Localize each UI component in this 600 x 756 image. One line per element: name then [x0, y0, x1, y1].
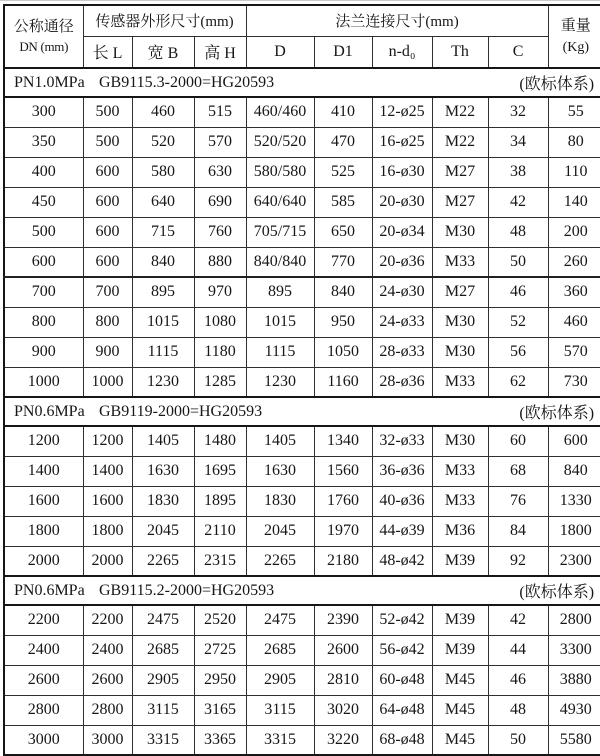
cell-height-h: 1180 — [194, 337, 246, 367]
cell-length-l: 1800 — [83, 516, 132, 546]
cell-c: 48 — [488, 695, 548, 725]
cell-length-l: 900 — [83, 337, 132, 367]
cell-d1: 1560 — [314, 456, 372, 486]
cell-dn: 1800 — [4, 516, 83, 546]
cell-d1: 410 — [314, 97, 372, 127]
cell-dn: 900 — [4, 337, 83, 367]
cell-n-d0: 56-ø42 — [372, 635, 432, 665]
cell-d: 2265 — [246, 546, 314, 576]
cell-th: M33 — [432, 456, 488, 486]
cell-d: 3315 — [246, 725, 314, 755]
table-row — [4, 187, 600, 217]
cell-weight: 55 — [548, 97, 600, 127]
subheader-length-l: 长 L — [83, 36, 132, 68]
cell-d: 1230 — [246, 367, 314, 397]
cell-length-l: 600 — [83, 217, 132, 247]
table-row — [4, 247, 600, 277]
cell-c: 42 — [488, 605, 548, 635]
cell-n-d0: 40-ø36 — [372, 486, 432, 516]
dimension-spec-table — [3, 4, 600, 756]
section-system-note: (欧标体系) — [519, 584, 595, 601]
cell-d: 520/520 — [246, 127, 314, 157]
cell-c: 56 — [488, 337, 548, 367]
cell-weight: 110 — [548, 157, 600, 187]
cell-c: 84 — [488, 516, 548, 546]
cell-length-l: 2600 — [83, 665, 132, 695]
cell-th: M30 — [432, 426, 488, 456]
subheader-n-d0: n-d₀ — [372, 36, 432, 68]
cell-n-d0: 52-ø42 — [372, 605, 432, 635]
subheader-d1: D1 — [314, 36, 372, 68]
table-row — [4, 546, 600, 576]
cell-height-h: 690 — [194, 187, 246, 217]
section-standard-code: GB9115.3-2000=HG20593 — [99, 73, 275, 91]
cell-th: M27 — [432, 157, 488, 187]
cell-length-l: 500 — [83, 97, 132, 127]
section-header-cell — [4, 397, 600, 426]
cell-th: M45 — [432, 725, 488, 755]
cell-height-h: 3165 — [194, 695, 246, 725]
cell-length-l: 2400 — [83, 635, 132, 665]
cell-width-b: 2045 — [132, 516, 194, 546]
cell-n-d0: 24-ø30 — [372, 277, 432, 307]
subheader-height-h: 高 H — [194, 36, 246, 68]
cell-th: M30 — [432, 307, 488, 337]
cell-n-d0: 24-ø33 — [372, 307, 432, 337]
cell-weight: 200 — [548, 217, 600, 247]
table-row — [4, 486, 600, 516]
header-nominal-diameter-unit: DN (mm) — [19, 39, 69, 55]
cell-weight: 600 — [548, 426, 600, 456]
cell-weight: 4930 — [548, 695, 600, 725]
cell-weight: 3880 — [548, 665, 600, 695]
cell-width-b: 580 — [132, 157, 194, 187]
cell-width-b: 2905 — [132, 665, 194, 695]
cell-c: 34 — [488, 127, 548, 157]
cell-n-d0: 12-ø25 — [372, 97, 432, 127]
header-sensor-dimensions-group: 传感器外形尺寸(mm) — [83, 5, 246, 36]
cell-d1: 950 — [314, 307, 372, 337]
cell-width-b: 3115 — [132, 695, 194, 725]
cell-th: M30 — [432, 217, 488, 247]
cell-c: 62 — [488, 367, 548, 397]
cell-n-d0: 44-ø39 — [372, 516, 432, 546]
cell-weight: 360 — [548, 277, 600, 307]
cell-th: M45 — [432, 695, 488, 725]
section-header-row — [4, 397, 600, 426]
cell-d: 895 — [246, 277, 314, 307]
cell-th: M39 — [432, 635, 488, 665]
cell-d: 580/580 — [246, 157, 314, 187]
cell-width-b: 2475 — [132, 605, 194, 635]
table-row — [4, 307, 600, 337]
cell-weight: 1330 — [548, 486, 600, 516]
cell-c: 46 — [488, 277, 548, 307]
cell-th: M33 — [432, 486, 488, 516]
cell-th: M39 — [432, 605, 488, 635]
cell-d1: 1050 — [314, 337, 372, 367]
subheader-th: Th — [432, 36, 488, 68]
cell-length-l: 600 — [83, 247, 132, 277]
cell-n-d0: 48-ø42 — [372, 546, 432, 576]
cell-n-d0: 32-ø33 — [372, 426, 432, 456]
cell-n-d0: 64-ø48 — [372, 695, 432, 725]
cell-dn: 2200 — [4, 605, 83, 635]
cell-d1: 1340 — [314, 426, 372, 456]
cell-height-h: 630 — [194, 157, 246, 187]
cell-length-l: 600 — [83, 187, 132, 217]
header-group-row — [4, 5, 600, 36]
cell-width-b: 840 — [132, 247, 194, 277]
cell-dn: 3000 — [4, 725, 83, 755]
cell-c: 38 — [488, 157, 548, 187]
table-row — [4, 337, 600, 367]
cell-n-d0: 20-ø30 — [372, 187, 432, 217]
cell-th: M39 — [432, 546, 488, 576]
cell-width-b: 1015 — [132, 307, 194, 337]
cell-width-b: 520 — [132, 127, 194, 157]
table-header — [4, 5, 600, 68]
cell-dn: 2000 — [4, 546, 83, 576]
cell-height-h: 2725 — [194, 635, 246, 665]
cell-width-b: 460 — [132, 97, 194, 127]
subheader-width-b: 宽 B — [132, 36, 194, 68]
cell-d: 3115 — [246, 695, 314, 725]
cell-d: 705/715 — [246, 217, 314, 247]
table-row — [4, 635, 600, 665]
cell-length-l: 1600 — [83, 486, 132, 516]
cell-weight: 2800 — [548, 605, 600, 635]
cell-d1: 3220 — [314, 725, 372, 755]
cell-th: M22 — [432, 127, 488, 157]
cell-n-d0: 20-ø34 — [372, 217, 432, 247]
cell-n-d0: 16-ø30 — [372, 157, 432, 187]
cell-th: M27 — [432, 187, 488, 217]
cell-height-h: 970 — [194, 277, 246, 307]
cell-d: 460/460 — [246, 97, 314, 127]
header-weight-unit: (Kg) — [562, 39, 590, 55]
table-row — [4, 127, 600, 157]
cell-dn: 800 — [4, 307, 83, 337]
cell-weight: 5580 — [548, 725, 600, 755]
cell-c: 32 — [488, 97, 548, 127]
section-header-row — [4, 68, 600, 97]
cell-height-h: 2950 — [194, 665, 246, 695]
cell-d: 1015 — [246, 307, 314, 337]
table-row — [4, 97, 600, 127]
table-row — [4, 725, 600, 755]
cell-c: 92 — [488, 546, 548, 576]
table-row — [4, 516, 600, 546]
cell-n-d0: 28-ø33 — [372, 337, 432, 367]
subheader-c: C — [488, 36, 548, 68]
header-weight-title: 重量 — [560, 17, 591, 34]
cell-d1: 840 — [314, 277, 372, 307]
cell-width-b: 1830 — [132, 486, 194, 516]
header-flange-connection-group: 法兰连接尺寸(mm) — [246, 5, 548, 36]
cell-dn: 2600 — [4, 665, 83, 695]
cell-dn: 1400 — [4, 456, 83, 486]
cell-d: 1115 — [246, 337, 314, 367]
cell-th: M30 — [432, 337, 488, 367]
cell-d1: 2390 — [314, 605, 372, 635]
cell-c: 48 — [488, 217, 548, 247]
section-standard-code: GB9115.2-2000=HG20593 — [99, 581, 275, 599]
header-nominal-diameter-title: 公称通径 — [13, 18, 74, 35]
cell-width-b: 895 — [132, 277, 194, 307]
cell-weight: 840 — [548, 456, 600, 486]
table-row — [4, 157, 600, 187]
cell-d1: 470 — [314, 127, 372, 157]
cell-c: 42 — [488, 187, 548, 217]
cell-height-h: 880 — [194, 247, 246, 277]
cell-dn: 450 — [4, 187, 83, 217]
cell-th: M33 — [432, 247, 488, 277]
cell-width-b: 1115 — [132, 337, 194, 367]
cell-weight: 460 — [548, 307, 600, 337]
cell-width-b: 2685 — [132, 635, 194, 665]
cell-weight: 1800 — [548, 516, 600, 546]
cell-n-d0: 60-ø48 — [372, 665, 432, 695]
cell-d: 2475 — [246, 605, 314, 635]
cell-d1: 650 — [314, 217, 372, 247]
cell-height-h: 2110 — [194, 516, 246, 546]
cell-d: 1630 — [246, 456, 314, 486]
cell-length-l: 2000 — [83, 546, 132, 576]
cell-height-h: 1285 — [194, 367, 246, 397]
cell-d: 840/840 — [246, 247, 314, 277]
cell-width-b: 715 — [132, 217, 194, 247]
subheader-d: D — [246, 36, 314, 68]
cell-th: M22 — [432, 97, 488, 127]
header-weight — [548, 5, 600, 68]
cell-length-l: 1000 — [83, 367, 132, 397]
cell-width-b: 640 — [132, 187, 194, 217]
cell-dn: 600 — [4, 247, 83, 277]
cell-n-d0: 28-ø36 — [372, 367, 432, 397]
table-row — [4, 665, 600, 695]
cell-dn: 500 — [4, 217, 83, 247]
cell-dn: 1600 — [4, 486, 83, 516]
cell-d: 2905 — [246, 665, 314, 695]
header-subcolumn-row — [4, 36, 600, 68]
section-system-note: (欧标体系) — [519, 405, 595, 422]
cell-weight: 2300 — [548, 546, 600, 576]
cell-n-d0: 36-ø36 — [372, 456, 432, 486]
cell-length-l: 2200 — [83, 605, 132, 635]
cell-c: 52 — [488, 307, 548, 337]
cell-height-h: 515 — [194, 97, 246, 127]
cell-d: 1830 — [246, 486, 314, 516]
cell-th: M36 — [432, 516, 488, 546]
table-body — [4, 68, 600, 755]
cell-th: M33 — [432, 367, 488, 397]
cell-c: 46 — [488, 665, 548, 695]
cell-n-d0: 20-ø36 — [372, 247, 432, 277]
cell-d: 2045 — [246, 516, 314, 546]
cell-length-l: 800 — [83, 307, 132, 337]
cell-d1: 1970 — [314, 516, 372, 546]
cell-d1: 2810 — [314, 665, 372, 695]
cell-c: 50 — [488, 725, 548, 755]
table-row — [4, 367, 600, 397]
cell-width-b: 1405 — [132, 426, 194, 456]
cell-dn: 300 — [4, 97, 83, 127]
cell-height-h: 570 — [194, 127, 246, 157]
cell-height-h: 1480 — [194, 426, 246, 456]
table-row — [4, 426, 600, 456]
cell-width-b: 1630 — [132, 456, 194, 486]
section-pressure-rating: PN1.0MPa — [14, 73, 85, 91]
section-header-cell — [4, 576, 600, 605]
section-pressure-rating: PN0.6MPa — [14, 402, 85, 420]
page-top-hairline — [0, 0, 600, 1]
cell-n-d0: 16-ø25 — [372, 127, 432, 157]
cell-th: M45 — [432, 665, 488, 695]
cell-d1: 2600 — [314, 635, 372, 665]
cell-length-l: 700 — [83, 277, 132, 307]
cell-c: 60 — [488, 426, 548, 456]
cell-height-h: 1695 — [194, 456, 246, 486]
cell-d1: 525 — [314, 157, 372, 187]
cell-d1: 770 — [314, 247, 372, 277]
cell-dn: 2400 — [4, 635, 83, 665]
section-header-row — [4, 576, 600, 605]
cell-height-h: 2520 — [194, 605, 246, 635]
cell-dn: 400 — [4, 157, 83, 187]
cell-n-d0: 68-ø48 — [372, 725, 432, 755]
section-pressure-rating: PN0.6MPa — [14, 581, 85, 599]
table-row — [4, 277, 600, 307]
cell-width-b: 1230 — [132, 367, 194, 397]
cell-height-h: 3365 — [194, 725, 246, 755]
cell-weight: 140 — [548, 187, 600, 217]
cell-c: 76 — [488, 486, 548, 516]
cell-dn: 1200 — [4, 426, 83, 456]
cell-th: M27 — [432, 277, 488, 307]
cell-weight: 260 — [548, 247, 600, 277]
header-nominal-diameter — [4, 5, 83, 68]
cell-weight: 80 — [548, 127, 600, 157]
cell-length-l: 1400 — [83, 456, 132, 486]
cell-height-h: 1080 — [194, 307, 246, 337]
cell-dn: 350 — [4, 127, 83, 157]
cell-length-l: 2800 — [83, 695, 132, 725]
cell-d: 640/640 — [246, 187, 314, 217]
section-system-note: (欧标体系) — [519, 76, 595, 93]
cell-width-b: 2265 — [132, 546, 194, 576]
cell-length-l: 3000 — [83, 725, 132, 755]
cell-height-h: 1895 — [194, 486, 246, 516]
table-row — [4, 217, 600, 247]
cell-c: 44 — [488, 635, 548, 665]
cell-dn: 1000 — [4, 367, 83, 397]
cell-c: 68 — [488, 456, 548, 486]
cell-length-l: 600 — [83, 157, 132, 187]
cell-d: 1405 — [246, 426, 314, 456]
cell-weight: 730 — [548, 367, 600, 397]
cell-d1: 3020 — [314, 695, 372, 725]
cell-d1: 1160 — [314, 367, 372, 397]
cell-weight: 570 — [548, 337, 600, 367]
cell-dn: 700 — [4, 277, 83, 307]
cell-length-l: 1200 — [83, 426, 132, 456]
cell-d1: 1760 — [314, 486, 372, 516]
cell-height-h: 760 — [194, 217, 246, 247]
cell-weight: 3300 — [548, 635, 600, 665]
table-row — [4, 695, 600, 725]
table-row — [4, 456, 600, 486]
table-row — [4, 605, 600, 635]
cell-height-h: 2315 — [194, 546, 246, 576]
cell-d: 2685 — [246, 635, 314, 665]
cell-d1: 2180 — [314, 546, 372, 576]
section-standard-code: GB9119-2000=HG20593 — [99, 402, 263, 420]
cell-c: 50 — [488, 247, 548, 277]
cell-length-l: 500 — [83, 127, 132, 157]
cell-d1: 585 — [314, 187, 372, 217]
cell-width-b: 3315 — [132, 725, 194, 755]
cell-dn: 2800 — [4, 695, 83, 725]
section-header-cell — [4, 68, 600, 97]
